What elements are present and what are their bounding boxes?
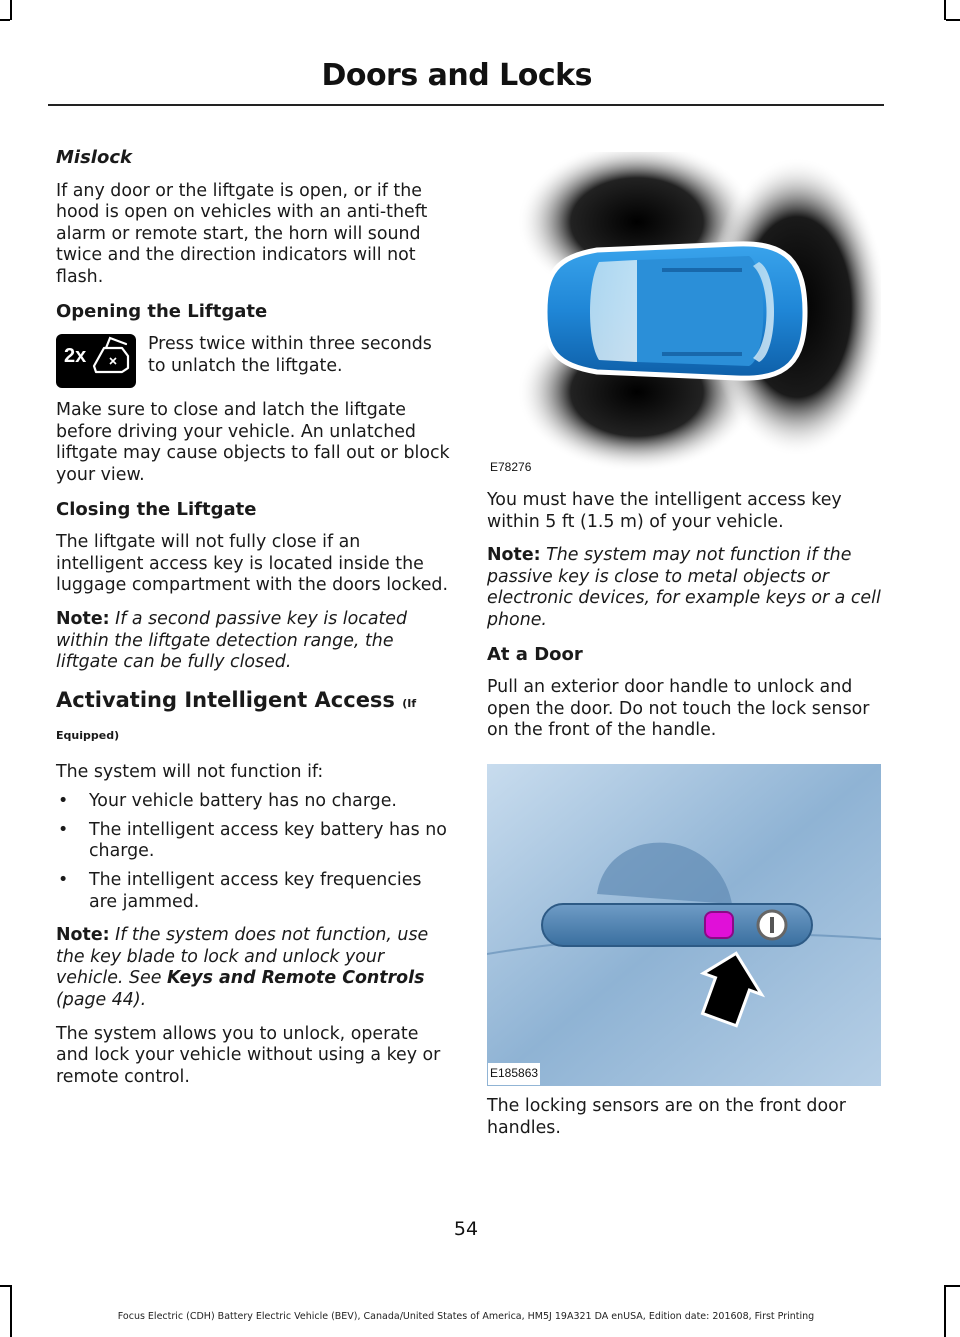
page-number: 54 — [453, 1218, 479, 1240]
note-label: Note: — [56, 925, 110, 946]
keys-remote-controls-link[interactable]: Keys and Remote Controls — [166, 968, 425, 989]
allows-text: The system allows you to unlock, operate and lock your vehicle without using a key or remote control. — [56, 1023, 441, 1087]
mislock-heading: Mislock — [56, 147, 132, 168]
note-text: If the system does not function, use the key blade to lock and unlock your vehicle. See — [56, 925, 429, 989]
list-item: • The intelligent access key battery has no charge. — [56, 820, 451, 863]
door-handle-figure — [487, 764, 881, 1086]
crop-mark — [944, 0, 946, 20]
activating-heading — [56, 686, 451, 750]
range-text: You must have the intelligent access key within 5 ft (1.5 m) of your vehicle. — [487, 490, 842, 532]
if-equipped-label: (If Equipped) — [56, 696, 417, 742]
sensors-text: The locking sensors are on the front door handles. — [487, 1095, 846, 1138]
figure-id: E185863 — [488, 1063, 540, 1085]
mislock-text: If any door or the liftgate is open, or if the hood is open on vehicles with an anti-theft alarm or remote start, the horn will sound twice and the direction indicators will not flash. — [56, 180, 428, 287]
page-reference: (page 44). — [56, 990, 147, 1011]
crop-mark — [10, 0, 12, 20]
closing-liftgate-text: The liftgate will not fully close if an intelligent access key is located inside the luggage compartment with the doors locked. — [56, 532, 448, 596]
activating-title: Activating Intelligent Access — [56, 687, 395, 712]
lock-sensor — [705, 912, 733, 938]
function-note — [56, 925, 451, 1011]
note-label: Note: — [487, 545, 541, 566]
crop-mark — [946, 19, 960, 21]
liftgate-double-press-icon — [56, 334, 136, 388]
opening-liftgate-heading: Opening the Liftgate — [56, 300, 268, 322]
page-title: Doors and Locks — [321, 58, 592, 93]
crop-mark — [0, 19, 10, 21]
note-text: The system may not function if the passive key is close to metal objects or electronic devices, for example keys or a cell phone. — [487, 545, 881, 630]
opening-instruction-text: Press twice within three seconds to unlatch the liftgate. — [148, 334, 432, 376]
function-list — [56, 791, 451, 913]
icon-label: 2x — [64, 345, 87, 368]
car-detection-range-illustration — [487, 152, 881, 480]
crop-mark — [944, 1285, 946, 1337]
crop-mark — [0, 1285, 10, 1287]
left-column — [56, 147, 451, 1100]
figure-id: E78276 — [488, 457, 533, 479]
list-item: • The intelligent access key frequencies are jammed. — [56, 870, 451, 913]
door-text: Pull an exterior door handle to unlock and open the door. Do not touch the lock sensor on the front of the handle. — [487, 677, 870, 741]
footer-text: Focus Electric (CDH) Battery Electric Vehicle (BEV), Canada/United States of America, HM5J 19A321 DA enUSA, Edition date: 201608, First Printing — [117, 1311, 815, 1322]
range-note — [487, 545, 882, 631]
closing-note — [56, 609, 451, 674]
door-handle-illustration — [487, 764, 881, 1086]
car-top-view — [545, 244, 805, 378]
function-intro: The system will not function if: — [56, 761, 324, 782]
header-divider — [48, 104, 884, 106]
right-column — [487, 152, 882, 1151]
note-label: Note: — [56, 608, 110, 629]
crop-mark — [946, 1285, 960, 1287]
at-a-door-heading: At a Door — [487, 643, 583, 665]
note-text: If a second passive key is located within the liftgate detection range, the liftgate can be fully closed. — [56, 608, 408, 673]
opening-liftgate-instruction — [56, 334, 451, 388]
list-item: • Your vehicle battery has no charge. — [56, 791, 451, 813]
closing-liftgate-heading: Closing the Liftgate — [56, 498, 257, 520]
detection-range-figure — [487, 152, 881, 480]
opening-warning-text: Make sure to close and latch the liftgate before driving your vehicle. An unlatched liftgate may cause objects to fall out or block your view. — [56, 400, 450, 485]
